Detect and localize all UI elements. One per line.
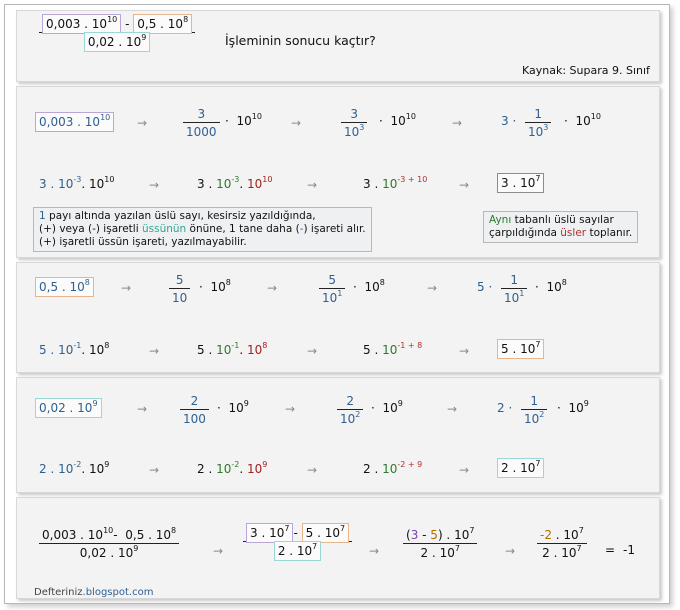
arrow-icon: →	[137, 116, 148, 130]
arrow-icon: →	[291, 116, 302, 130]
source-label: Kaynak: Supara 9. Sınıf	[522, 64, 650, 77]
arrow-icon: →	[137, 402, 148, 416]
p1-fraction-3-power: · $10^{10}$	[564, 112, 601, 128]
p3-fraction-1-power: · $10^9$	[217, 399, 249, 415]
question-text: İşleminin sonucu kaçtır?	[225, 33, 376, 48]
p2-fraction-1: $\frac{5}{10}$	[169, 273, 190, 305]
arrow-icon: →	[459, 344, 470, 358]
panel-term-b	[16, 262, 660, 373]
question-fraction: $\frac{0,003 . 10^{10} - 0,5 . 10^8}{0,02 . 10^9}$	[39, 17, 195, 49]
arrow-icon: →	[459, 178, 470, 192]
p2-fraction-2-power: · $10^8$	[353, 278, 385, 294]
p2-fraction-1-power: · $10^8$	[199, 278, 231, 294]
p3-result: 2 . $10^7$	[497, 458, 544, 478]
p3-row2-a: 2 . $10^{-2}$. $10^9$	[39, 460, 110, 476]
p2-row2-c: 5 . $10^{-1 + 8}$	[363, 341, 423, 357]
p3-fraction-3: $\frac{1}{10^2}$	[521, 394, 547, 426]
p4-equals: =	[605, 543, 616, 557]
p2-fraction-3: $\frac{1}{10^1}$	[501, 273, 527, 305]
p4-step-4: $\frac{-2 . 10^7}{2 . 10^7}$	[537, 528, 587, 560]
p4-step-1: $\frac{0,003 . 10^{10}- 0,5 . 10^8}{0,02 . 10^9}$	[39, 528, 179, 560]
p2-result: 5 . $10^7$	[497, 339, 544, 359]
p3-fraction-2-power: · $10^9$	[371, 399, 403, 415]
arrow-icon: →	[452, 116, 463, 130]
p2-row2-b: 5 . $10^{-1}$. $10^8$	[197, 341, 268, 357]
p1-row2-b: 3 . $10^{-3}$. $10^{10}$	[197, 175, 273, 191]
arrow-icon: →	[149, 178, 160, 192]
p2-start: 0,5 . $10^8$	[35, 277, 94, 297]
p2-row2-a: 5 . $10^{-1}$. $10^8$	[39, 341, 110, 357]
p4-step-3: $\frac{(3 - 5) . 10^7}{2 . 10^7}$	[403, 528, 477, 560]
arrow-icon: →	[267, 281, 278, 295]
arrow-icon: →	[121, 281, 132, 295]
arrow-icon: →	[285, 402, 296, 416]
p1-row2-a: 3 . $10^{-3}$. $10^{10}$	[39, 175, 115, 191]
arrow-icon: →	[427, 281, 438, 295]
p3-row2-b: 2 . $10^{-2}$. $10^9$	[197, 460, 268, 476]
arrow-icon: →	[213, 544, 224, 558]
p1-fraction-2: $\frac{3}{10^3}$	[341, 107, 367, 139]
p3-fraction-1: $\frac{2}{100}$	[180, 394, 209, 426]
question-denominator: 0,02 . $10^9$	[84, 32, 151, 52]
footer-credit: Defteriniz.blogspot.com	[34, 587, 154, 598]
p2-fraction-2: $\frac{5}{10^1}$	[319, 273, 345, 305]
p4-answer: -1	[623, 543, 635, 557]
p1-fraction-1-power: · $10^{10}$	[225, 112, 262, 128]
p1-fraction-1: $\frac{3}{1000}$	[183, 107, 220, 139]
arrow-icon: →	[505, 544, 516, 558]
panel-final	[16, 497, 660, 599]
arrow-icon: →	[459, 463, 470, 477]
arrow-icon: →	[307, 463, 318, 477]
p1-row2-c: 3 . $10^{-3 + 10}$	[363, 175, 428, 191]
panel-term-a	[16, 86, 660, 258]
arrow-icon: →	[307, 344, 318, 358]
p1-note-right: Aynı tabanlı üslü sayılar çarpıldığında üsler toplanır.	[483, 211, 638, 243]
p1-start: 0,003 . $10^{10}$	[35, 112, 114, 132]
panel-denominator	[16, 377, 660, 493]
p1-note-left: 1 payı altında yazılan üslü sayı, kesirsiz yazıldığında, (+) veya (-) işaretli üssünün önüne, 1 tane daha (-) işareti alır. (+) işaretli üssün işareti, yazılmayabilir.	[33, 207, 372, 252]
p2-fraction-3-power: · $10^8$	[535, 278, 567, 294]
arrow-icon: →	[369, 544, 380, 558]
p3-fraction-3-power: · $10^9$	[557, 399, 589, 415]
arrow-icon: →	[149, 463, 160, 477]
arrow-icon: →	[307, 178, 318, 192]
p1-fraction-3: $\frac{1}{10^3}$	[525, 107, 551, 139]
p3-start: 0,02 . $10^9$	[35, 398, 102, 418]
question-panel	[16, 10, 660, 82]
arrow-icon: →	[149, 344, 160, 358]
p3-row2-c: 2 . $10^{-2 + 9}$	[363, 460, 423, 476]
arrow-icon: →	[447, 402, 458, 416]
p3-fraction-2: $\frac{2}{10^2}$	[337, 394, 363, 426]
question-term-a: 0,003 . $10^{10}$	[42, 14, 121, 34]
p4-step-2: $\frac{3 . 10^7 - 5 . 10^7}{2 . 10^7}$	[243, 526, 352, 558]
question-term-b: 0,5 . $10^8$	[133, 14, 192, 34]
p1-fraction-3-lead: 3 ·	[501, 114, 517, 128]
p1-result: 3 . $10^7$	[497, 173, 544, 193]
p3-fraction-3-lead: 2 ·	[497, 401, 513, 415]
p1-fraction-2-power: · $10^{10}$	[379, 112, 416, 128]
p2-fraction-3-lead: 5 ·	[477, 280, 493, 294]
